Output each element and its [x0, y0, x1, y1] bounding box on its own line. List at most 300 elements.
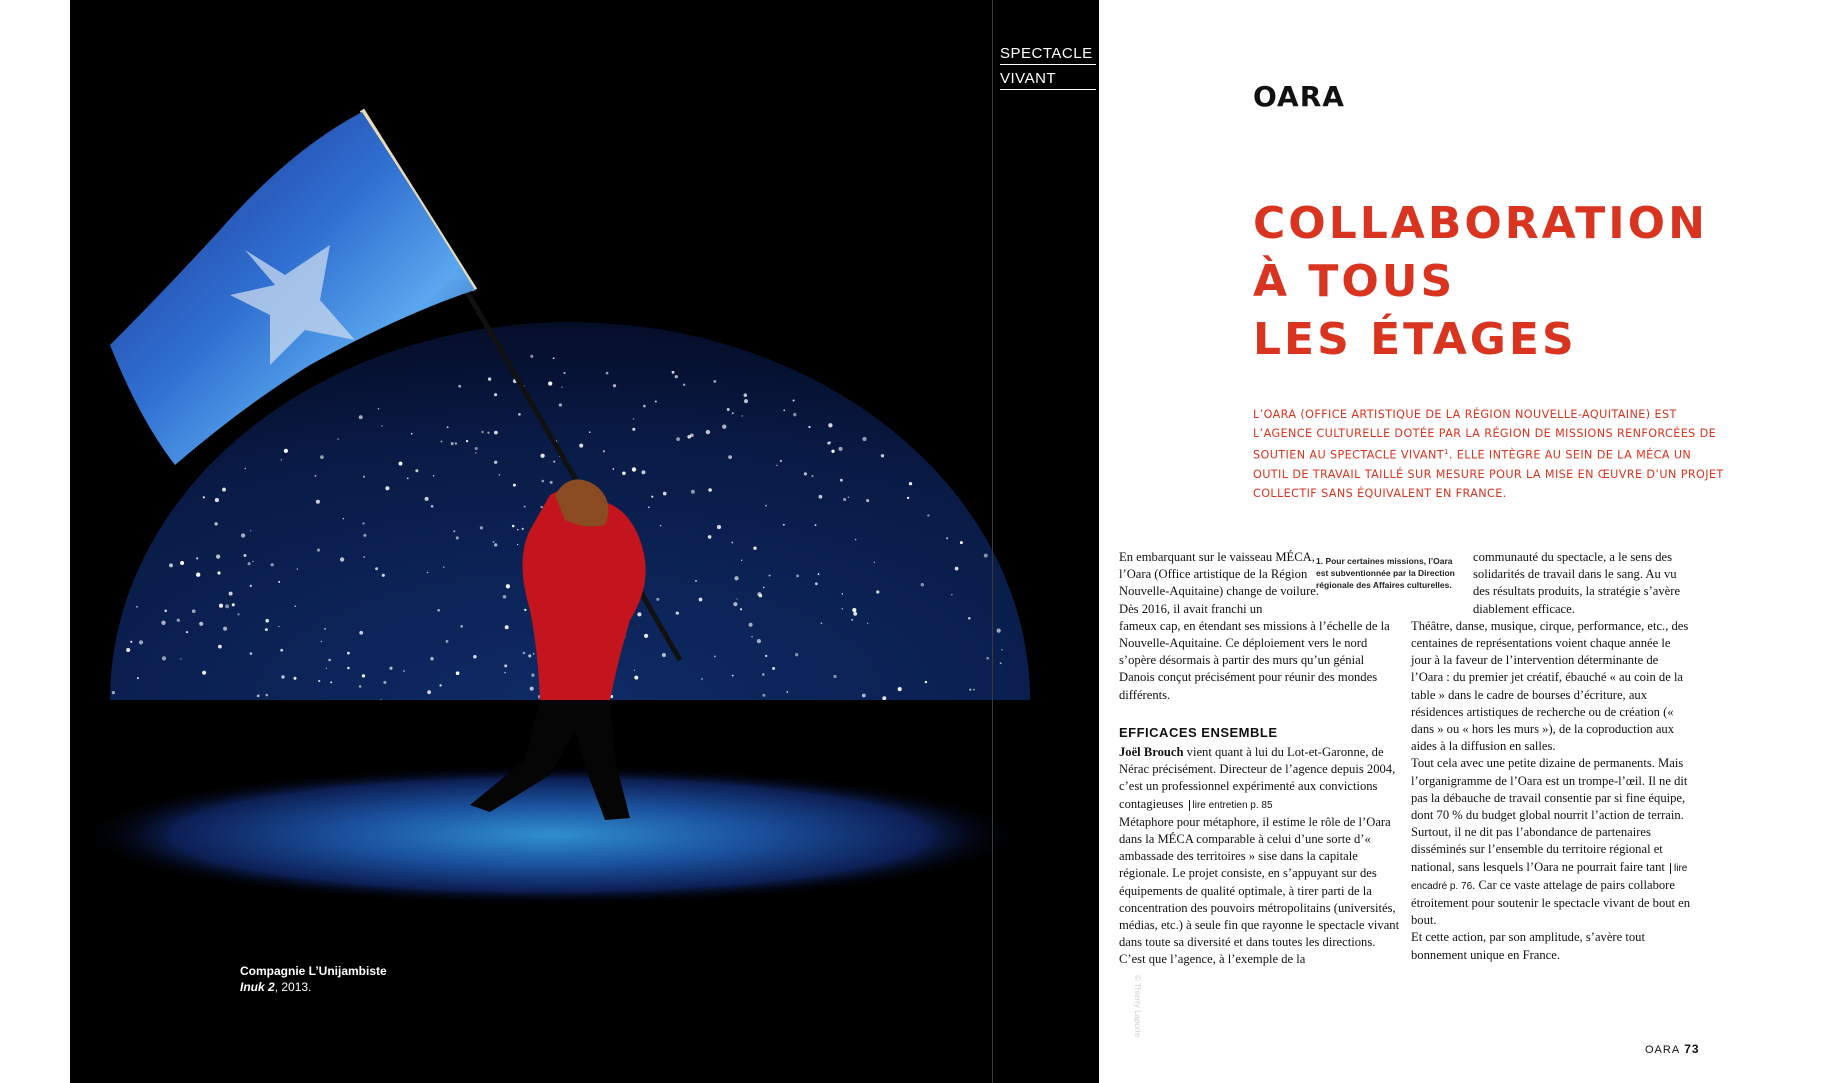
star: [475, 452, 476, 453]
body-column-2: [1411, 549, 1693, 964]
star: [699, 598, 703, 602]
star: [446, 640, 449, 643]
star: [648, 506, 649, 507]
star: [644, 634, 648, 638]
star: [284, 449, 288, 453]
star: [603, 450, 605, 452]
star: [199, 622, 203, 626]
star: [232, 603, 235, 606]
star: [139, 640, 143, 644]
star: [281, 675, 284, 678]
star: [222, 488, 226, 492]
star: [815, 524, 817, 526]
body-paragraph: [1119, 744, 1401, 814]
star: [437, 609, 440, 612]
star: [793, 413, 796, 416]
star: [757, 639, 761, 643]
body-paragraph: communauté du spectacle, a le sens des solidarités de travail dans le sang. Au vu des résultats produits, la stratégie s’avère diablement efficace.: [1473, 550, 1681, 616]
star: [946, 537, 948, 539]
star: [347, 652, 350, 655]
star: [660, 525, 662, 527]
star: [740, 608, 742, 610]
star: [244, 554, 247, 557]
star: [359, 685, 362, 688]
star: [828, 423, 832, 427]
star: [202, 671, 206, 675]
star: [455, 442, 457, 444]
caption-work: Inuk 2: [240, 980, 275, 994]
star: [690, 433, 694, 437]
star: [874, 562, 875, 563]
star: [337, 438, 338, 439]
person-name: Joël Brouch: [1119, 745, 1184, 760]
star: [561, 387, 562, 388]
star: [196, 573, 200, 577]
star: [925, 681, 927, 683]
star: [458, 385, 461, 388]
star: [363, 476, 365, 478]
star: [473, 655, 477, 659]
star: [217, 571, 220, 574]
star: [530, 355, 533, 358]
star: [219, 604, 223, 608]
star: [506, 584, 510, 588]
star: [380, 699, 381, 700]
star: [714, 656, 716, 658]
star: [265, 694, 268, 697]
star: [632, 428, 635, 431]
star: [731, 542, 733, 544]
star: [840, 479, 843, 482]
star: [783, 409, 785, 411]
star: [772, 667, 775, 670]
star: [876, 590, 879, 593]
star: [494, 543, 497, 546]
star: [757, 592, 761, 596]
star: [347, 667, 350, 670]
star: [741, 560, 742, 561]
star: [675, 375, 678, 378]
star: [676, 611, 679, 614]
star: [326, 667, 327, 668]
star: [831, 450, 834, 453]
star: [838, 447, 842, 451]
star: [984, 554, 988, 558]
star: [793, 399, 795, 401]
star: [589, 431, 591, 433]
star: [533, 653, 535, 655]
star: [493, 541, 495, 543]
star: [427, 572, 429, 574]
star: [513, 484, 516, 487]
body-text: . Car ce vaste attelage de pairs collabore étroitement pour soutenir le spectacle vivant de bout en bout.: [1411, 877, 1691, 928]
star: [427, 690, 431, 694]
star: [706, 430, 710, 434]
star: [728, 455, 732, 459]
star: [223, 627, 227, 631]
star: [505, 625, 509, 629]
star: [494, 431, 498, 435]
star: [986, 657, 989, 660]
star: [606, 372, 609, 375]
star: [245, 468, 247, 470]
star: [196, 557, 198, 559]
star: [997, 629, 1001, 633]
star: [415, 469, 418, 472]
star: [563, 372, 565, 374]
star: [265, 628, 268, 631]
caption-company: Compagnie L’Unijambiste: [240, 964, 387, 978]
star: [708, 488, 712, 492]
star: [248, 562, 251, 565]
body-paragraph: fameux cap, en étendant ses missions à l’échelle de la Nouvelle-Aquitaine. Ce déploiement vers le nord s’opère désormais à partir des murs qu’un génial Danois conçut précisément pour réunir des mondes différents.: [1119, 618, 1390, 702]
star: [848, 496, 849, 497]
star: [542, 480, 545, 483]
body-text: Tout cela avec une petite dizaine de permanents. Mais l’organigramme de l’Oara est un trompe-l’œil. Il ne dit pas la débauche de travail consentie par si fine équipe, dont 70 % du budget global nourrit l’action de terrain. Surtout, il ne dit pas l’abondance de partenaires disséminés sur l’ensemble du territoire régional et national, sans lesquels l’Oara ne pourrait faire tant: [1411, 756, 1688, 874]
star: [862, 437, 866, 441]
star: [550, 481, 553, 484]
star: [443, 566, 444, 567]
star: [708, 535, 712, 539]
star: [683, 384, 686, 387]
star: [250, 652, 253, 655]
star: [842, 593, 844, 595]
star: [186, 631, 188, 633]
star: [453, 530, 455, 532]
star: [524, 506, 526, 508]
star: [676, 437, 680, 441]
star: [969, 688, 971, 690]
star: [717, 525, 721, 529]
star: [769, 574, 771, 576]
star: [512, 525, 515, 528]
star: [320, 455, 324, 459]
star: [651, 496, 653, 498]
star: [265, 619, 269, 623]
star: [701, 678, 702, 679]
star: [842, 608, 843, 609]
star: [796, 574, 799, 577]
photo-credit: © Thierry Laporte: [1133, 975, 1142, 1038]
headline-line1: COLLABORATION: [1253, 198, 1708, 249]
star: [733, 602, 737, 606]
star: [612, 468, 614, 470]
star: [553, 357, 555, 359]
star: [164, 609, 167, 612]
star: [732, 675, 734, 677]
star: [727, 408, 730, 411]
star: [169, 563, 173, 567]
star: [968, 617, 971, 620]
star: [180, 561, 184, 565]
star: [112, 691, 115, 694]
star: [218, 645, 222, 649]
star: [237, 613, 239, 615]
star: [252, 561, 254, 563]
star: [431, 505, 434, 508]
star: [317, 549, 320, 552]
star: [749, 623, 753, 627]
star: [192, 609, 196, 613]
star: [389, 667, 392, 670]
star: [441, 441, 443, 443]
headline-line2: À TOUS: [1253, 256, 1456, 307]
star: [359, 631, 363, 635]
star: [736, 598, 737, 599]
star: [487, 432, 489, 434]
star: [762, 694, 765, 697]
star: [765, 655, 767, 657]
star: [241, 533, 245, 537]
star: [528, 654, 531, 657]
star: [819, 495, 823, 499]
star: [921, 583, 924, 586]
star: [481, 431, 483, 433]
star: [548, 382, 552, 386]
star: [732, 412, 734, 414]
star: [425, 497, 429, 501]
star: [866, 499, 869, 502]
section-tag-line2: VIVANT: [1000, 70, 1057, 87]
star: [295, 605, 297, 607]
star: [862, 694, 866, 698]
star: [672, 371, 675, 374]
star: [517, 544, 518, 545]
star: [504, 664, 507, 667]
star: [359, 415, 363, 419]
star: [518, 413, 521, 416]
star: [744, 399, 748, 403]
star: [430, 657, 434, 661]
star: [867, 623, 868, 624]
star: [780, 460, 782, 462]
star: [280, 649, 283, 652]
star: [363, 556, 365, 558]
star: [855, 539, 857, 541]
star: [456, 536, 459, 539]
star: [656, 598, 659, 601]
body-paragraph: Théâtre, danse, musique, cirque, performance, etc., des centaines de représentations voient chaque année le jour à la faveur de l’intervention déterminante de l’Oara : du premier jet créatif, ébauché « au coin de la table » dans le cadre de bourses d’écriture, aux résidences artistiques de recherche ou de création (« dans » ou « hors les murs »), de la coproduction aux aides à la diffusion en salles.: [1411, 618, 1689, 754]
folio-label: OARA: [1645, 1044, 1681, 1056]
cross-reference: lire entretien p. 85: [1189, 800, 1273, 811]
star: [494, 393, 497, 396]
stage-photo: [70, 0, 1142, 1083]
star: [451, 442, 454, 445]
star: [363, 534, 366, 537]
star: [776, 465, 777, 466]
star: [316, 500, 320, 504]
star: [783, 524, 785, 526]
star: [553, 461, 555, 463]
headline: [1253, 195, 1708, 369]
star: [399, 462, 403, 466]
star: [613, 384, 616, 387]
star: [881, 454, 884, 457]
star: [843, 498, 846, 501]
star: [494, 461, 497, 464]
star: [225, 604, 229, 608]
section-tag-line1: SPECTACLE: [1000, 45, 1093, 62]
star: [829, 442, 831, 444]
star: [530, 687, 534, 691]
kicker: OARA: [1253, 80, 1345, 113]
star: [663, 492, 667, 496]
footnote: 1. Pour certaines missions, l’Oara est subventionnée par la Direction régionale des Affaires culturelles.: [1316, 556, 1455, 590]
star: [340, 557, 344, 561]
star: [362, 522, 364, 524]
star: [278, 626, 279, 627]
star: [951, 594, 952, 595]
star: [447, 426, 449, 428]
star: [960, 541, 963, 544]
star: [821, 622, 823, 624]
star: [637, 612, 641, 616]
star: [215, 498, 219, 502]
star: [250, 530, 251, 531]
star: [751, 636, 753, 638]
body-column-1: [1119, 549, 1401, 969]
star: [136, 606, 138, 608]
cross-reference: lire encadré p. 76: [1411, 862, 1688, 892]
star: [504, 672, 506, 674]
star: [488, 377, 491, 380]
body-paragraph: En embarquant sur le vaisseau MÉCA, l’Oara (Office artistique de la Région Nouvelle-Aquitaine) change de voilure. Dès 2016, il avait franchi un: [1119, 550, 1320, 616]
star: [381, 425, 382, 426]
body-paragraph: [1411, 755, 1693, 929]
star: [162, 656, 166, 660]
star: [662, 653, 666, 657]
star: [378, 408, 380, 410]
footnote-mark: 1: [1443, 448, 1449, 456]
star: [531, 674, 534, 677]
star: [632, 467, 636, 471]
star: [466, 440, 468, 442]
star: [691, 490, 695, 494]
star: [795, 653, 798, 656]
star: [314, 475, 316, 477]
lead-part2: . ELLE INTÈGRE AU SEIN DE LA MÉCA UN OUTIL DE TRAVAIL TAILLÉ SUR MESURE POUR LA MISE EN ŒUVRE D’UN PROJET COLLECTIF SANS ÉQUIVALENT EN FRANCE.: [1253, 448, 1724, 500]
star: [271, 563, 274, 566]
star: [642, 470, 646, 474]
star: [786, 691, 788, 693]
star: [622, 472, 626, 476]
star: [927, 514, 929, 516]
star: [852, 608, 856, 612]
star: [385, 486, 389, 490]
star: [214, 522, 217, 525]
star: [383, 681, 386, 684]
star: [643, 405, 646, 408]
star: [634, 670, 635, 671]
star: [524, 609, 526, 611]
star: [882, 696, 886, 700]
star: [811, 475, 813, 477]
star: [522, 528, 524, 530]
star: [281, 459, 282, 460]
page-number: 73: [1684, 1042, 1700, 1056]
star: [853, 612, 857, 616]
headline-line3: LES ÉTAGES: [1253, 314, 1577, 365]
star: [579, 444, 583, 448]
star: [257, 695, 260, 698]
star: [955, 567, 959, 571]
star: [161, 621, 165, 625]
star: [1000, 662, 1002, 664]
star: [324, 628, 326, 630]
star: [343, 518, 345, 520]
photo-illustration: [70, 0, 1099, 1083]
star: [808, 426, 810, 428]
star: [517, 529, 518, 530]
star: [137, 677, 139, 679]
star: [480, 526, 483, 529]
star: [1001, 649, 1002, 650]
star: [833, 675, 836, 678]
page-folio: [1645, 1042, 1700, 1056]
star: [559, 403, 562, 406]
star: [328, 659, 331, 662]
star: [540, 506, 542, 508]
star: [250, 585, 252, 587]
star: [439, 684, 441, 686]
star: [695, 580, 697, 582]
body-paragraph: Métaphore pour métaphore, il estime le rôle de l’Oara dans la MÉCA comparable à celui d’une sorte d’« ambassade des territoires » sise dans la capitale régionale. Le projet consiste, en s’appuyant sur des équipements de qualité optimale, à tirer parti de la concentration des pouvoirs métropolitains (universités, médias, etc.) à seule fin que rayonne le spectacle vivant dans toute sa diversité et dans toutes les directions.: [1119, 814, 1400, 950]
body-paragraph: C’est que l’agence, à l’exemple de la: [1119, 952, 1306, 967]
star: [763, 587, 764, 588]
star: [503, 595, 507, 599]
star: [713, 380, 716, 383]
caption-year: , 2013.: [274, 980, 312, 994]
star: [523, 652, 526, 655]
subheading: EFFICACES ENSEMBLE: [1119, 724, 1278, 740]
star: [851, 619, 853, 621]
star: [180, 658, 181, 659]
star: [216, 554, 220, 558]
spread-fold: [992, 0, 993, 1083]
star: [362, 674, 365, 677]
star: [815, 582, 818, 585]
star: [229, 592, 233, 596]
body-text: vient quant à lui du Lot-et-Garonne, de Nérac précisément. Directeur de l’agence depuis 2004, c’est un professionnel expérimenté aux convictions contagieuses: [1119, 745, 1396, 811]
star: [433, 475, 434, 476]
lead-paragraph: [1253, 405, 1728, 503]
star: [403, 670, 405, 672]
star: [456, 671, 460, 675]
star: [634, 676, 638, 680]
star: [655, 400, 657, 402]
star: [411, 433, 413, 435]
star: [382, 574, 385, 577]
star: [375, 567, 378, 570]
photo-caption: [240, 963, 387, 995]
star: [130, 641, 132, 643]
star: [407, 477, 409, 479]
star: [742, 415, 743, 416]
star: [126, 648, 130, 652]
star: [804, 472, 807, 475]
star: [633, 418, 634, 419]
section-tag-rule: [1000, 89, 1096, 90]
star: [898, 687, 902, 691]
star: [818, 573, 820, 575]
star: [297, 568, 299, 570]
star: [722, 425, 726, 429]
star: [744, 393, 748, 397]
star: [753, 546, 756, 549]
star: [907, 497, 909, 499]
star: [762, 673, 765, 676]
star: [734, 576, 738, 580]
